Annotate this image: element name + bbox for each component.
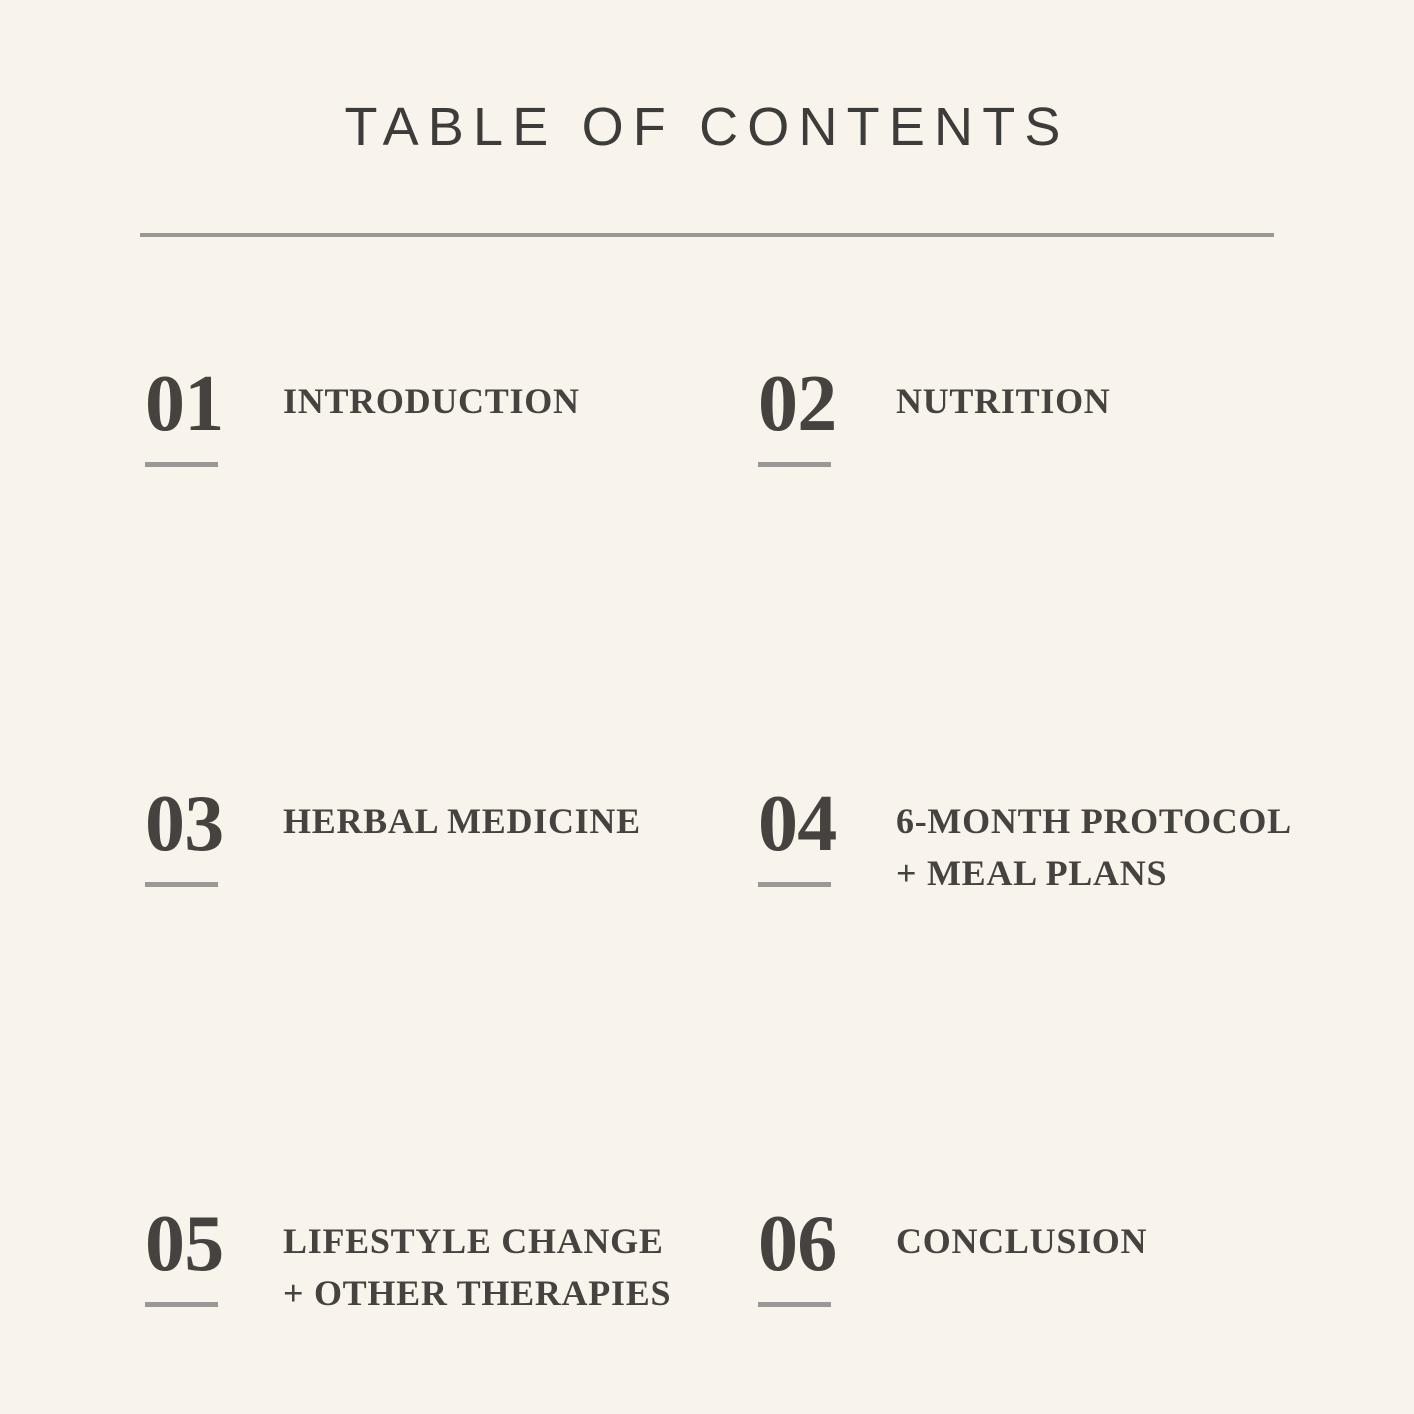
entry-title-line: LIFESTYLE CHANGE: [283, 1221, 664, 1261]
toc-entry-02[interactable]: [758, 360, 1371, 467]
toc-entry-03[interactable]: [145, 780, 758, 887]
toc-entry-06[interactable]: [758, 1200, 1371, 1307]
toc-grid: [145, 360, 1375, 1414]
entry-underline: [145, 882, 218, 887]
entry-title-line: 6-MONTH PROTOCOL: [896, 801, 1292, 841]
entry-title: [896, 376, 1111, 428]
entry-title: [896, 796, 1292, 900]
entry-number: 01: [145, 360, 224, 448]
page-title: TABLE OF CONTENTS: [344, 97, 1070, 157]
entry-number-block: [145, 360, 283, 467]
entry-number: 06: [758, 1200, 837, 1288]
entry-underline: [145, 462, 218, 467]
entry-number-block: [758, 1200, 896, 1307]
toc-entry-04[interactable]: [758, 780, 1371, 900]
entry-underline: [145, 1302, 218, 1307]
entry-number: 03: [145, 780, 224, 868]
entry-number: 02: [758, 360, 837, 448]
entry-title: [283, 796, 641, 848]
entry-underline: [758, 882, 831, 887]
toc-entry-05[interactable]: [145, 1200, 758, 1320]
entry-number-block: [145, 780, 283, 887]
entry-number: 04: [758, 780, 837, 868]
entry-title-line: + MEAL PLANS: [896, 852, 1168, 893]
entry-underline: [758, 1302, 831, 1307]
entry-title-line: HERBAL MEDICINE: [283, 801, 641, 841]
entry-title-line: NUTRITION: [896, 381, 1111, 421]
entry-number-block: [145, 1200, 283, 1307]
entry-title: [283, 1216, 671, 1320]
entry-number-block: [758, 780, 896, 887]
entry-title-line: CONCLUSION: [896, 1221, 1148, 1261]
entry-title-line: + OTHER THERAPIES: [283, 1272, 672, 1313]
entry-number: 05: [145, 1200, 224, 1288]
title-divider: [140, 233, 1274, 237]
toc-entry-01[interactable]: [145, 360, 758, 467]
entry-title: [283, 376, 580, 428]
entry-number-block: [758, 360, 896, 467]
entry-title-line: INTRODUCTION: [283, 381, 580, 421]
entry-underline: [758, 462, 831, 467]
entry-title: [896, 1216, 1147, 1268]
